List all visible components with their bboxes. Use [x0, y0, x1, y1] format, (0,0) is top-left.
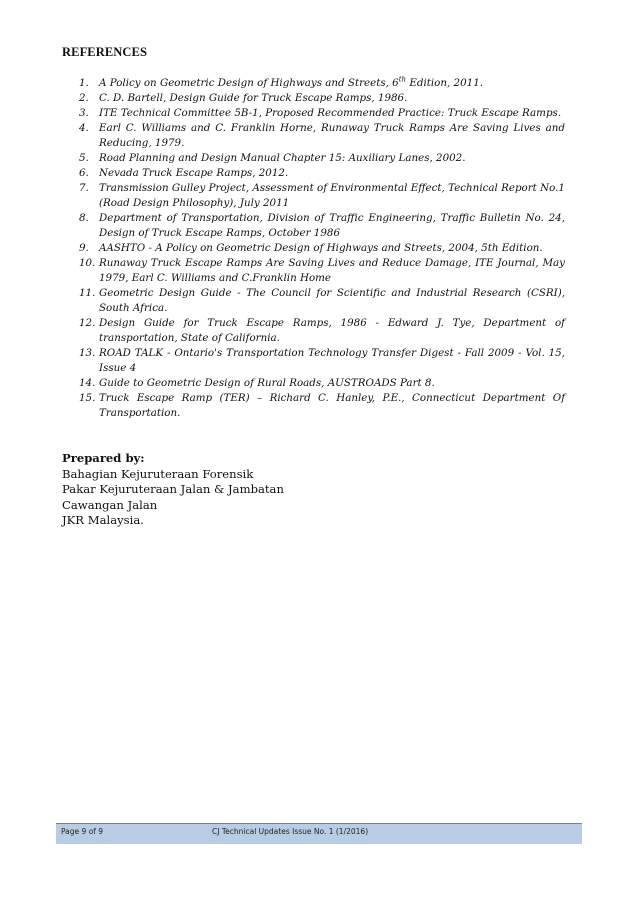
reference-item — [79, 286, 565, 316]
page-footer — [56, 823, 582, 844]
reference-item — [79, 181, 565, 211]
reference-item — [79, 346, 565, 376]
reference-item — [79, 316, 565, 346]
prepared-by-block — [62, 451, 284, 529]
reference-text: Geometric Design Guide - The Council for Scientific and Industrial Research (CSRI), South Africa. — [99, 287, 565, 314]
prepared-by-line: Cawangan Jalan — [62, 497, 158, 512]
reference-text: Runaway Truck Escape Ramps Are Saving Lives and Reduce Damage, ITE Journal, May 1979, Earl C. Williams and C.Franklin Home — [99, 257, 565, 284]
reference-item — [79, 151, 565, 166]
reference-text: Department of Transportation, Division of Traffic Engineering, Traffic Bulletin No. 24, Design of Truck Escape Ramps, October 1986 — [99, 212, 565, 239]
reference-number: 9. — [79, 242, 89, 254]
reference-number: 4. — [79, 122, 89, 134]
reference-text: AASHTO - A Policy on Geometric Design of Highways and Streets, 2004, 5th Edition. — [99, 242, 543, 254]
prepared-by-title: Prepared by: — [62, 451, 145, 465]
references-heading: REFERENCES — [62, 45, 148, 59]
prepared-by-line: Bahagian Kejuruteraan Forensik — [62, 466, 254, 481]
references-list — [79, 76, 565, 421]
reference-item — [79, 121, 565, 151]
reference-number: 2. — [79, 92, 89, 104]
reference-number: 11. — [79, 287, 96, 299]
reference-item — [79, 76, 565, 91]
reference-text: ITE Technical Committee 5B-1, Proposed Recommended Practice: Truck Escape Ramps. — [99, 107, 562, 119]
reference-text: ROAD TALK - Ontario's Transportation Technology Transfer Digest - Fall 2009 - Vol. 15, Issue 4 — [99, 347, 565, 374]
reference-item — [79, 211, 565, 241]
reference-number: 6. — [79, 167, 89, 179]
reference-number: 5. — [79, 152, 89, 164]
reference-text: Transmission Gulley Project, Assessment of Environmental Effect, Technical Report No.1 (Road Design Philosophy), July 2011 — [99, 182, 565, 209]
reference-text: C. D. Bartell, Design Guide for Truck Escape Ramps, 1986. — [99, 92, 408, 104]
reference-text: Design Guide for Truck Escape Ramps, 1986 - Edward J. Tye, Department of transportation, State of California. — [99, 317, 565, 344]
reference-text: A Policy on Geometric Design of Highways and Streets, 6th Edition, 2011. — [99, 75, 484, 89]
prepared-by-line: Pakar Kejuruteraan Jalan & Jambatan — [62, 482, 284, 496]
page-number: Page 9 of 9 — [61, 827, 104, 836]
prepared-by-line: JKR Malaysia. — [62, 513, 144, 527]
reference-number: 3. — [79, 107, 89, 119]
reference-text: Truck Escape Ramp (TER) – Richard C. Hanley, P.E., Connecticut Department Of Transportation. — [99, 392, 565, 419]
reference-number: 13. — [79, 347, 96, 359]
reference-text: Guide to Geometric Design of Rural Roads, AUSTROADS Part 8. — [99, 377, 435, 389]
reference-number: 10. — [79, 257, 96, 269]
reference-number: 15. — [79, 392, 96, 404]
reference-item — [79, 106, 565, 121]
reference-item — [79, 166, 565, 181]
reference-item — [79, 241, 565, 256]
reference-item — [79, 391, 565, 421]
reference-item — [79, 256, 565, 286]
reference-number: 8. — [79, 212, 89, 224]
reference-number: 1. — [79, 77, 89, 89]
reference-text: Road Planning and Design Manual Chapter 15: Auxiliary Lanes, 2002. — [99, 152, 466, 164]
reference-item — [79, 376, 565, 391]
reference-text: Nevada Truck Escape Ramps, 2012. — [99, 167, 289, 179]
reference-number: 12. — [79, 317, 96, 329]
reference-text: Earl C. Williams and C. Franklin Horne, Runaway Truck Ramps Are Saving Lives and Reducing, 1979. — [99, 122, 565, 149]
reference-item — [79, 91, 565, 106]
superscript: th — [398, 75, 407, 84]
reference-number: 7. — [79, 182, 89, 194]
document-title: CJ Technical Updates Issue No. 1 (1/2016) — [212, 827, 369, 836]
reference-number: 14. — [79, 377, 96, 389]
